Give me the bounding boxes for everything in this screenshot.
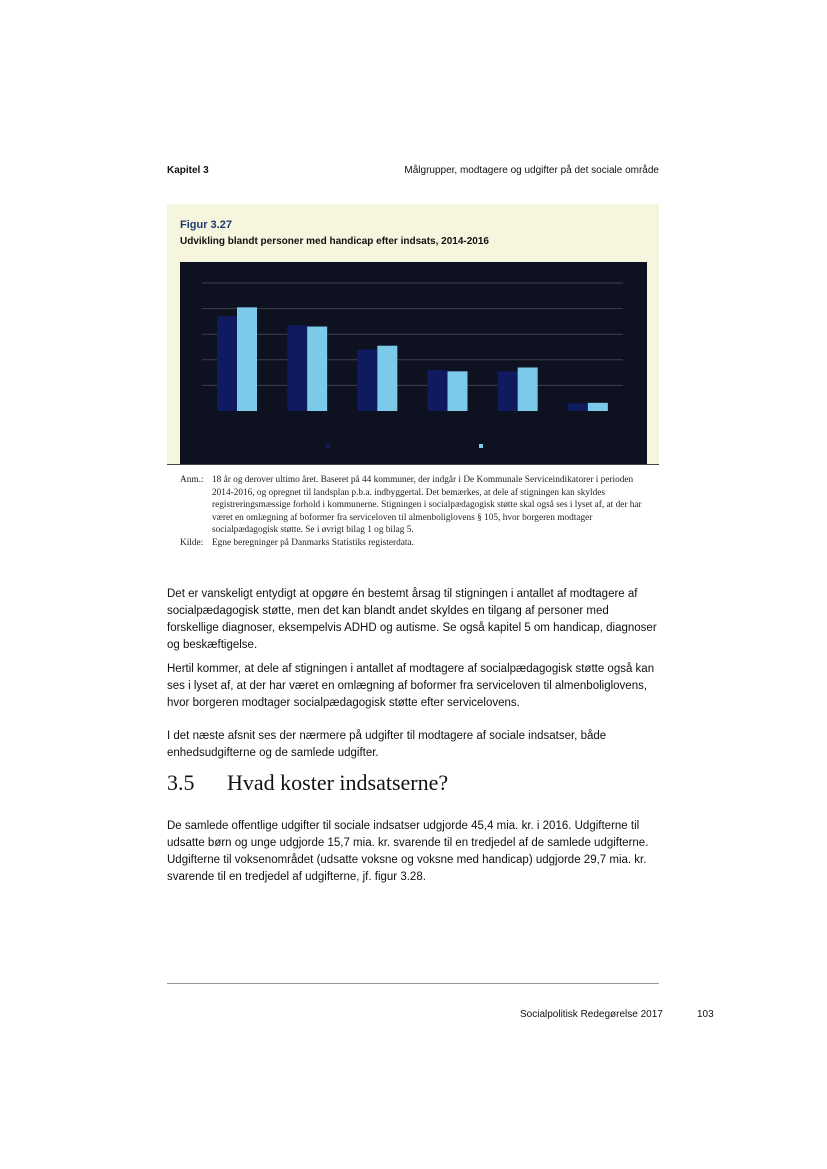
bar-series-1-item-4 xyxy=(428,370,448,411)
bar-series-1-item-1 xyxy=(217,316,237,411)
legend-swatch-1 xyxy=(326,444,330,448)
bar-series-1-item-5 xyxy=(498,371,518,411)
bar-series-1-item-3 xyxy=(357,350,377,411)
bar-chart xyxy=(180,262,647,464)
bar-series-2-item-3 xyxy=(377,346,397,411)
footer-publication: Socialpolitisk Redegørelse 2017 xyxy=(520,1009,663,1020)
bar-series-2-item-1 xyxy=(237,307,257,411)
figure-bottom-rule xyxy=(167,464,659,465)
chapter-title: Målgrupper, modtagere og udgifter på det sociale område xyxy=(404,165,659,176)
section-heading xyxy=(167,770,448,796)
bar-series-2-item-5 xyxy=(518,367,538,411)
note-kilde xyxy=(180,537,650,550)
section-number: 3.5 xyxy=(167,770,195,795)
page-number: 103 xyxy=(697,1009,714,1020)
note-kilde-label: Kilde: xyxy=(180,537,204,548)
footer-rule xyxy=(167,983,659,984)
paragraph-3: I det næste afsnit ses der nærmere på udgifter til modtagere af sociale indsatser, både enhedsudgifterne og de samlede udgifter. xyxy=(167,730,607,759)
note-anm xyxy=(180,474,650,537)
note-anm-label: Anm.: xyxy=(180,475,204,485)
paragraph-1: Det er vanskeligt entydigt at opgøre én bestemt årsag til stigningen i antallet af modtagere af socialpædagogisk støtte, men det kan blandt andet skyldes en tilgang af personer med forskellige diagnoser, eksempelvis ADHD og autisme. Se også kapitel 5 om handicap, diagnoser og beskæftigelse. xyxy=(167,588,657,651)
legend-swatch-2 xyxy=(479,444,483,448)
figure-notes xyxy=(180,474,650,549)
note-kilde-text: Egne beregninger på Danmarks Statistiks registerdata. xyxy=(212,537,414,548)
bar-series-2-item-2 xyxy=(307,327,327,411)
bar-series-1-item-2 xyxy=(287,325,307,411)
paragraph-2: Hertil kommer, at dele af stigningen i antallet af modtagere af socialpædagogisk støtte også kan ses i lyset af, at der har været en omlægning af boformer fra serviceloven til almenboliglovens, hvor borgeren modtager socialpædagogisk støtte efter servicelovens. xyxy=(167,663,655,709)
running-header xyxy=(167,165,659,181)
bar-series-2-item-4 xyxy=(448,371,468,411)
section-title: Hvad koster indsatserne? xyxy=(227,770,449,795)
bar-series-2-item-6 xyxy=(588,403,608,411)
note-anm-text: 18 år og derover ultimo året. Baseret på 44 kommuner, der indgår i De Kommunale Serviceindikatorer i perioden 2014-2016, og opregnet til landsplan p.b.a. indbyggertal. Det bemærkes, at dele af stigningen kan skyldes registreringsmæssige forhold i kommunerne. Stigningen i socialpædagogisk støtte skal også ses i lyset af, at der har været en omlægning af boformer fra serviceloven til almenboliglovens § 105, hvor borgeren modtager socialpædagogisk støtte. Se i øvrigt bilag 1 og bilag 5. xyxy=(212,475,642,535)
bar-series-1-item-6 xyxy=(568,403,588,411)
figure-label: Figur 3.27 xyxy=(180,219,232,231)
chapter-label: Kapitel 3 xyxy=(167,165,209,176)
paragraph-4: De samlede offentlige udgifter til sociale indsatser udgjorde 45,4 mia. kr. i 2016. Udgifterne til udsatte børn og unge udgjorde 15,7 mia. kr. svarende til en tredjedel af de samlede udgifterne. Udgifterne til voksenområdet (udsatte voksne og voksne med handicap) udgjorde 29,7 mia. kr. svarende til en tredjedel af udgifterne, jf. figur 3.28. xyxy=(167,820,649,883)
figure-title: Udvikling blandt personer med handicap efter indsats, 2014-2016 xyxy=(180,236,489,247)
